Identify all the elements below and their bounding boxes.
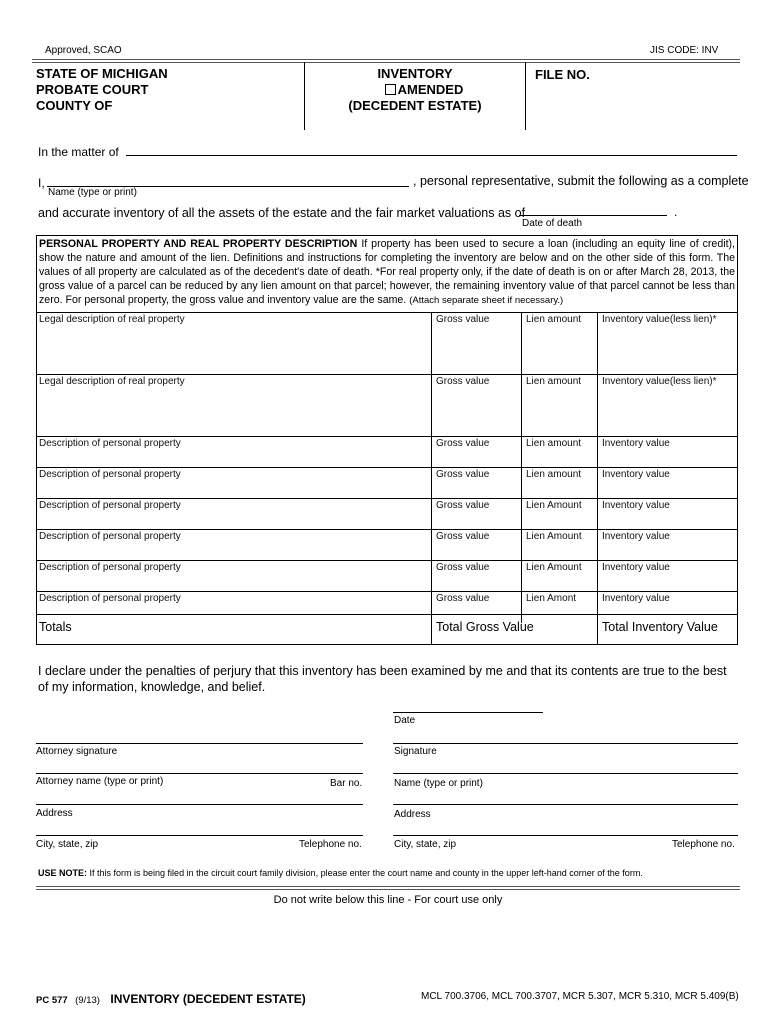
signature-label: Signature — [394, 746, 437, 757]
gross-cell — [431, 437, 490, 468]
state-name: STATE OF MICHIGAN — [36, 66, 168, 81]
footer-title: INVENTORY (DECEDENT ESTATE) — [110, 992, 306, 1006]
personal-rep-text: , personal representative, submit the following as a complete — [413, 174, 749, 188]
gross-label: Gross value — [436, 531, 490, 542]
inventory-cell — [597, 437, 670, 468]
inventory-label: Inventory value — [602, 593, 670, 604]
court-block — [36, 66, 168, 114]
row-description-label: Description of personal property — [39, 500, 181, 511]
lien-label: Lien Amount — [526, 500, 582, 511]
inventory-label: Inventory value — [602, 469, 670, 480]
amended-checkbox[interactable] — [385, 84, 396, 95]
in-matter-of-field[interactable] — [126, 155, 737, 156]
lien-cell — [521, 468, 582, 499]
date-of-death-field[interactable] — [519, 215, 667, 216]
header-top-rule-2 — [32, 62, 740, 63]
i-label: I, — [38, 176, 45, 190]
form-revision: (9/13) — [75, 995, 100, 1006]
attorney-name-field[interactable] — [36, 773, 363, 774]
address-right-field[interactable] — [393, 804, 738, 805]
inventory-label: Inventory value(less lien)* — [602, 376, 717, 387]
gross-cell — [431, 499, 490, 530]
lien-label: Lien amount — [526, 376, 582, 387]
inventory-cell — [597, 561, 670, 592]
city-left-field[interactable] — [36, 835, 363, 836]
bar-no-label: Bar no. — [330, 778, 363, 789]
date-label: Date — [394, 715, 416, 726]
signature-field[interactable] — [393, 743, 738, 744]
date-field[interactable] — [393, 712, 543, 713]
inventory-cell — [597, 468, 670, 499]
file-no-label: FILE NO. — [535, 67, 590, 82]
inventory-cell — [597, 499, 670, 530]
gross-cell — [431, 375, 490, 437]
lien-label: Lien Amont — [526, 593, 577, 604]
total-inventory-cell — [597, 615, 718, 645]
row-description-label: Description of personal property — [39, 438, 181, 449]
inventory-cell — [597, 530, 670, 561]
header-top-rule — [32, 59, 740, 60]
name-print-label: Name (type or print) — [394, 778, 483, 789]
amended-label: AMENDED — [397, 82, 464, 97]
inventory-label: Inventory value — [602, 562, 670, 573]
table-row[interactable] — [37, 467, 737, 499]
telephone-right-label: Telephone no. — [672, 839, 735, 850]
date-of-death-caption: Date of death — [522, 218, 583, 229]
lien-cell — [521, 530, 582, 561]
name-caption: Name (type or print) — [48, 187, 137, 198]
row-description-label: Description of personal property — [39, 562, 181, 573]
city-right-label: City, state, zip — [394, 839, 457, 850]
gross-cell — [431, 468, 490, 499]
gross-label: Gross value — [436, 469, 490, 480]
use-note — [38, 868, 643, 878]
form-number: PC 577 — [36, 995, 68, 1006]
use-note-text: If this form is being filed in the circuit court family division, please enter the court name and county in the upper left-hand corner of the form. — [89, 868, 643, 878]
lien-cell — [521, 561, 582, 592]
lien-cell — [521, 313, 582, 375]
inventory-label: Inventory value — [602, 438, 670, 449]
gross-cell — [431, 530, 490, 561]
table-row[interactable] — [37, 498, 737, 530]
property-table — [36, 235, 738, 645]
gross-label: Gross value — [436, 376, 490, 387]
row-description-label: Description of personal property — [39, 469, 181, 480]
lien-label: Lien Amount — [526, 562, 582, 573]
form-title-decedent: (DECEDENT ESTATE) — [348, 98, 482, 113]
statute-references: MCL 700.3706, MCL 700.3707, MCR 5.307, MCR 5.310, MCR 5.409(B) — [421, 991, 739, 1002]
amended-row — [323, 82, 525, 98]
telephone-left-label: Telephone no. — [299, 839, 362, 850]
totals-label: Totals — [39, 620, 72, 634]
table-heading-bold: PERSONAL PROPERTY AND REAL PROPERTY DESCRIPTION — [39, 238, 358, 250]
gross-cell — [431, 313, 490, 375]
jis-code: JIS CODE: INV — [650, 45, 719, 56]
table-row[interactable] — [37, 312, 737, 375]
use-note-label: USE NOTE: — [38, 868, 88, 878]
form-title — [305, 66, 525, 114]
attorney-signature-field[interactable] — [36, 743, 363, 744]
total-gross-cell — [431, 615, 534, 645]
total-gross-label: Total Gross Value — [436, 620, 534, 634]
row-description-label: Description of personal property — [39, 593, 181, 604]
city-right-field[interactable] — [393, 835, 738, 836]
attorney-name-label: Attorney name (type or print) — [36, 776, 164, 787]
name-print-field[interactable] — [393, 773, 738, 774]
inventory-label: Inventory value(less lien)* — [602, 314, 717, 325]
county-label: COUNTY OF — [36, 98, 113, 113]
court-name: PROBATE COURT — [36, 82, 149, 97]
in-matter-of-label: In the matter of — [38, 145, 119, 159]
gross-label: Gross value — [436, 438, 490, 449]
row-description-label: Legal description of real property — [39, 314, 185, 325]
period: . — [674, 205, 678, 219]
table-row[interactable] — [37, 374, 737, 437]
city-left-label: City, state, zip — [36, 839, 99, 850]
lien-cell — [521, 437, 582, 468]
lien-label: Lien Amount — [526, 531, 582, 542]
gross-label: Gross value — [436, 500, 490, 511]
lien-label: Lien amount — [526, 438, 582, 449]
address-left-field[interactable] — [36, 804, 363, 805]
gross-label: Gross value — [436, 562, 490, 573]
address-right-label: Address — [394, 809, 431, 820]
footer-form-id — [36, 990, 306, 1008]
form-title-inventory: INVENTORY — [377, 66, 453, 81]
perjury-declaration: I declare under the penalties of perjury that this inventory has been examined by me and that its contents are true to the best of my information, knowledge, and belief. — [38, 664, 727, 694]
row-description-label: Description of personal property — [39, 531, 181, 542]
table-row[interactable] — [37, 560, 737, 592]
lien-label: Lien amount — [526, 469, 582, 480]
court-use-only: Do not write below this line - For court use only — [273, 894, 503, 906]
row-description-label: Legal description of real property — [39, 376, 185, 387]
lien-cell — [521, 499, 582, 530]
address-left-label: Address — [36, 808, 73, 819]
inventory-cell — [597, 375, 717, 437]
accurate-inventory-text: and accurate inventory of all the assets of the estate and the fair market valuations as of — [38, 206, 526, 220]
file-no-field[interactable] — [526, 70, 738, 128]
lien-label: Lien amount — [526, 314, 582, 325]
table-heading — [39, 237, 735, 308]
inventory-label: Inventory value — [602, 500, 670, 511]
gross-label: Gross value — [436, 314, 490, 325]
attach-sheet-note: (Attach separate sheet if necessary.) — [409, 295, 564, 306]
gross-cell — [431, 561, 490, 592]
table-row[interactable] — [37, 529, 737, 561]
court-use-rule-2 — [36, 889, 740, 890]
approved-label: Approved, SCAO — [45, 45, 122, 56]
inventory-cell — [597, 313, 717, 375]
totals-row[interactable] — [37, 614, 737, 645]
attorney-signature-label: Attorney signature — [36, 746, 118, 757]
inventory-label: Inventory value — [602, 531, 670, 542]
total-inventory-label: Total Inventory Value — [602, 620, 718, 634]
table-heading-text: If property has been used to secure a loan (including an equity line of credit), show the nature and amount of the lien. Definitions and instructions for completing the inventory are below and on the other side of this form. The values of all property are calculated as of the decedent's date of death. *For real property only, if the date of death is on or after March 28, 2013, the gross value of a parcel can be reduced by any lien amount on that parcel; however, the remaining inventory value of that parcel cannot be less than zero. For personal property, the gross value and inventory value are the same. — [39, 238, 735, 306]
lien-cell — [521, 375, 582, 437]
table-row[interactable] — [37, 436, 737, 468]
court-use-rule — [36, 886, 740, 887]
gross-label: Gross value — [436, 593, 490, 604]
